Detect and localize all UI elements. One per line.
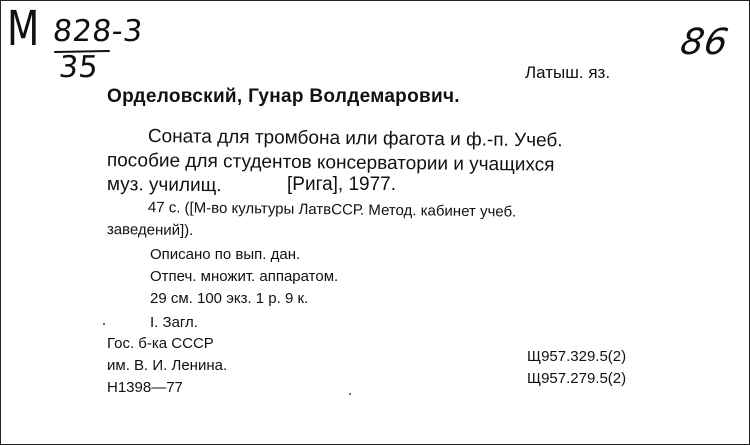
- title-line: Соната для тромбона или фагота и ф.-п. Учеб.: [147, 126, 563, 152]
- extent-line: 47 с. ([М-во культуры ЛатвССР. Метод. кабинет учеб.: [147, 199, 517, 221]
- library-line: им. В. И. Ленина.: [107, 357, 228, 374]
- extent-line: заведений]).: [106, 221, 194, 240]
- call-number-top: 828-3: [51, 14, 145, 49]
- note-line: 29 см. 100 экз. 1 р. 9 к.: [150, 290, 309, 307]
- page-number: 86: [677, 22, 732, 63]
- note-line: Описано по вып. дан.: [150, 246, 301, 263]
- scan-speck: [103, 323, 105, 325]
- classification-code: Щ957.279.5(2): [527, 370, 627, 387]
- publication-info: [Рига], 1977.: [287, 174, 397, 195]
- call-number-letter: М: [7, 1, 40, 57]
- author-heading: Орделовский, Гунар Волдемарович.: [107, 86, 460, 107]
- call-number-bottom: 35: [57, 50, 101, 85]
- tracing: I. Загл.: [150, 314, 198, 331]
- title-line: пособие для студентов консерватории и учащихся: [106, 150, 555, 176]
- card-number: Н1398—77: [107, 379, 183, 396]
- classification-code: Щ957.329.5(2): [527, 348, 627, 365]
- note-line: Отпеч. множит. аппаратом.: [150, 268, 339, 285]
- language-note: Латыш. яз.: [525, 63, 611, 82]
- title-line: муз. училищ.: [106, 174, 222, 197]
- library-line: Гос. б-ка СССР: [107, 335, 214, 352]
- scan-speck: [349, 393, 351, 395]
